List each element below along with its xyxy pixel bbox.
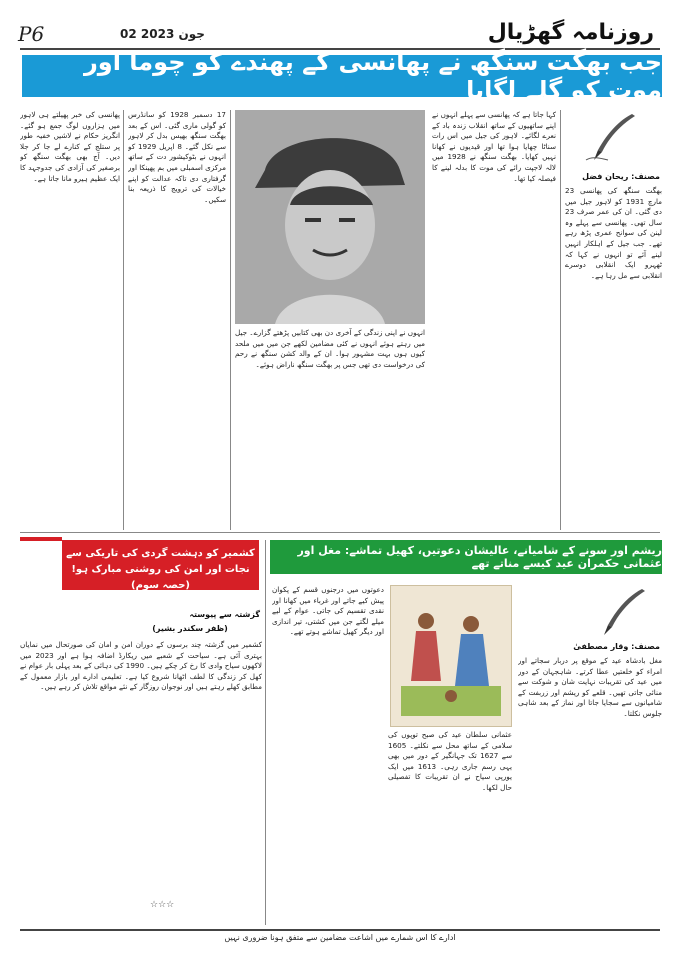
kashmir-body: کشمیر میں گزشتہ چند برسوں کے دوران امن و امان کی صورتحال میں نمایاں بہتری آئی ہے۔ سیاحت کے شعبے میں ریکارڈ اضافہ ہوا ہے اور 2023 میں لاکھوں سیاح وادی کا رخ کر چکے ہیں۔ 1990 کی دہائی کے بعد پہلی بار عوام نے کھل کر زندگی کا لطف اٹھانا شروع کیا ہے۔ تعلیمی ادارے اور بازار معمول کے مطابق کھلے رہتے ہیں اور نوجوان روزگار کے نئے مواقع تلاش کر رہے ہیں۔: [20, 640, 262, 692]
main-headline-banner: [22, 48, 662, 104]
column-divider: [123, 110, 124, 530]
mughal-column-right: مغل بادشاہ عید کے موقع پر دربار سجاتے اور امراء کو خلعتیں عطا کرتے۔ شاہجہان کے دور میں عید کی تقریبات نہایت شان و شوکت سے منائی جاتی تھیں۔ قلعے کو ریشم اور زربفت کے شامیانوں سے سجایا جاتا اور نماز کے بعد شاہی جلوس نکلتا۔: [518, 656, 662, 718]
end-mark: ☆☆☆: [150, 900, 175, 910]
footer-divider: [20, 929, 660, 931]
mughal-column-left: دعوتوں میں درجنوں قسم کے پکوان پیش کیے جاتے اور غرباء میں کھانا اور نقدی تقسیم کی جاتی۔ عوام کے لیے میلے لگتے جن میں کشتی، تیر اندازی اور دیگر کھیل تماشے ہوتے تھے۔: [272, 585, 384, 637]
main-column-3: انہوں نے اپنی زندگی کے آخری دن بھی کتابیں پڑھتے گزارے۔ جیل میں رہتے ہوئے انہوں نے کئی مضامین لکھے جن میں میں ملحد کیوں ہوں بہت مشہور ہوا۔ ان کے والد کشن سنگھ نے رحم کی درخواست دی تھی جس پر بھگت سنگھ ناراض ہوئے۔: [235, 328, 425, 369]
kashmir-headline-box: [62, 540, 259, 590]
kashmir-headline-2: نجات اور امن کی روشنی مبارک ہو! (حصہ سوم): [71, 564, 250, 591]
main-headline: جب بھگت سنگھ نے پھانسی کے پھندے کو چوما اور موت کو گلے لگایا: [83, 48, 662, 104]
disclaimer: ادارے کا اس شمارے میں اشاعت مضامین سے متفق ہونا ضروری نہیں: [224, 933, 456, 942]
main-byline: مصنف: ریحان فضل: [582, 172, 660, 181]
quill-icon: [580, 110, 640, 165]
mughal-painting: [390, 585, 512, 727]
kashmir-headline-1: کشمیر کو دہشت گردی کی تاریکی سے: [66, 548, 255, 559]
column-divider: [560, 110, 561, 530]
mughal-headline-bar: [270, 540, 662, 574]
mughal-column-middle: عثمانی سلطان عید کی صبح توپوں کی سلامی کے ساتھ محل سے نکلتے۔ 1605 سے 1627 تک جہانگیر کے دور میں بھی یہی رسم جاری رہی۔ 1613 میں ایک یورپی سیاح نے ان تقریبات کا تفصیلی حال لکھا۔: [388, 730, 512, 792]
page-number: P6: [18, 22, 45, 46]
red-accent: [20, 537, 62, 541]
mughal-headline: ریشم اور سونے کے شامیانے، عالیشان دعوتیں، کھیل تماشے: مغل اور عثمانی حکمران عید کیسے مناتے تھے: [297, 544, 662, 570]
newspaper-title: روزنامہ گھڑیال: [487, 20, 654, 45]
kashmir-byline: (ظفر سکندر بشیر): [152, 624, 228, 633]
mughal-byline: مصنف: وقار مصطفیٰ: [573, 642, 660, 651]
main-column-1: بھگت سنگھ کی پھانسی 23 مارچ 1931 کو لاہور جیل میں دی گئی۔ ان کی عمر صرف 23 سال تھی۔ پھانسی سے پہلے وہ لینن کی سوانح عمری پڑھ رہے تھے۔ جب جیل کے اہلکار انہیں لینے آئے تو انہوں نے کہا کہ ٹھہرو ایک انقلابی دوسرے انقلابی سے مل رہا ہے۔: [565, 186, 662, 280]
main-column-2: کہا جاتا ہے کہ پھانسی سے پہلے انہوں نے اپنے ساتھیوں کے ساتھ انقلاب زندہ باد کے نعرے لگائے۔ لاہور کی جیل میں اس رات سناٹا چھایا ہوا تھا اور قیدیوں نے کھانا نہیں کھایا۔ بھگت سنگھ نے 1928 میں لالہ لاجپت رائے کی موت کا بدلہ لینے کا فیصلہ کیا تھا۔: [432, 110, 556, 183]
section-divider: [20, 532, 660, 533]
main-column-5: پھانسی کی خبر پھیلتے ہی لاہور میں ہزاروں لوگ جمع ہو گئے۔ انگریز حکام نے لاشیں خفیہ طور پر ستلج کے کنارے لے جا کر جلا دیں۔ آج بھی بھگت سنگھ کو برصغیر کی آزادی کی جدوجہد کا ایک عظیم ہیرو مانا جاتا ہے۔: [20, 110, 120, 183]
quill-icon: [590, 585, 650, 640]
main-column-4: 17 دسمبر 1928 کو سانڈرس کو گولی ماری گئی۔ اس کے بعد بھگت سنگھ بھیس بدل کر لاہور سے نکل گئے۔ 8 اپریل 1929 کو انہوں نے بٹوکیشور دت کے ساتھ مرکزی اسمبلی میں بم پھینکا اور گرفتاری دی تاکہ عدالت کو اپنے خیالات کی ترویج کا ذریعہ بنا سکیں۔: [128, 110, 226, 204]
bhagat-singh-photo: [235, 110, 425, 324]
issue-date: 02 جون 2023: [120, 27, 205, 41]
column-divider: [230, 110, 231, 530]
column-divider: [265, 540, 266, 925]
kashmir-subheading: گزشتہ سے پیوستہ: [189, 610, 260, 619]
